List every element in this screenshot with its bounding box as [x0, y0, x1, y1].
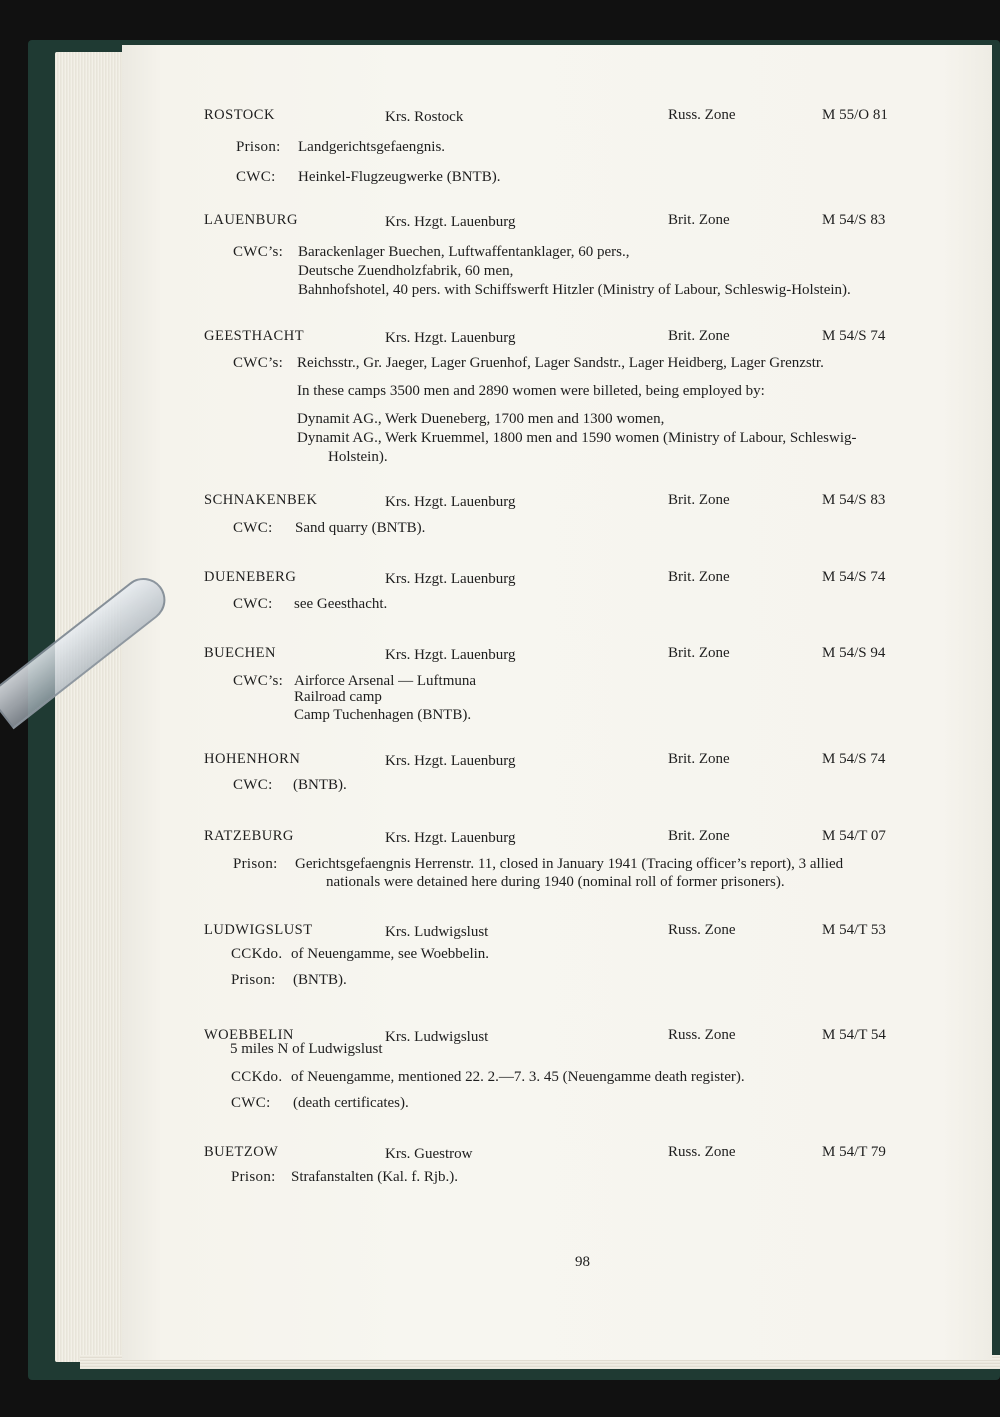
entry-line-label: CWC’s:: [233, 355, 284, 371]
entry-line-label: CWC’s:: [233, 673, 284, 689]
page-number: 98: [575, 1254, 590, 1270]
entry-district: Krs. Hzgt. Lauenburg: [385, 647, 516, 663]
entry-line-label: Prison:: [231, 972, 276, 988]
entry-zone: Brit. Zone: [668, 751, 730, 767]
entry-line-text: Bahnhofshotel, 40 pers. with Schiffswerft Hitzler (Ministry of Labour, Schleswig-Holstein).: [298, 282, 851, 298]
entry-zone: Russ. Zone: [668, 1027, 736, 1043]
entry-map-ref: M 54/S 83: [822, 212, 886, 228]
entry-district: Krs. Guestrow: [385, 1146, 473, 1162]
entry-place: SCHNAKENBEK: [204, 492, 318, 508]
entry-district: Krs. Hzgt. Lauenburg: [385, 214, 516, 230]
entry-line-text: Landgerichtsgefaengnis.: [298, 139, 446, 155]
entry-map-ref: M 54/S 94: [822, 645, 886, 661]
entry-place: LAUENBURG: [204, 212, 298, 228]
entry-line-label: CCKdo.: [231, 1069, 283, 1085]
entry-line-label: CWC:: [233, 777, 273, 793]
entry-line-text: Camp Tuchenhagen (BNTB).: [294, 707, 472, 723]
entry-line-text: of Neuengamme, mentioned 22. 2.—7. 3. 45 (Neuengamme death register).: [291, 1069, 745, 1085]
entry-zone: Brit. Zone: [668, 569, 730, 585]
entry-line-label: Prison:: [231, 1169, 276, 1185]
entry-line-text: Holstein).: [328, 449, 388, 465]
entry-zone: Brit. Zone: [668, 492, 730, 508]
entry-line-label: Prison:: [236, 139, 281, 155]
entry-line-text: Airforce Arsenal — Luftmuna: [294, 673, 477, 689]
entry-place: LUDWIGSLUST: [204, 922, 313, 938]
entry-zone: Brit. Zone: [668, 645, 730, 661]
entry-place: WOEBBELIN: [204, 1027, 294, 1043]
entry-map-ref: M 54/T 54: [822, 1027, 886, 1043]
entry-line-text: (BNTB).: [293, 972, 347, 988]
entry-line-label: CWC:: [231, 1095, 271, 1111]
entry-line-text: nationals were detained here during 1940 (nominal roll of former prisoners).: [326, 874, 785, 890]
entry-map-ref: M 54/T 07: [822, 828, 886, 844]
entry-place: RATZEBURG: [204, 828, 294, 844]
entry-line-label: CWC:: [233, 596, 273, 612]
entry-map-ref: M 54/T 53: [822, 922, 886, 938]
entry-line-label: CCKdo.: [231, 946, 283, 962]
page-edges: [55, 52, 125, 1362]
entry-line-text: Heinkel-Flugzeugwerke (BNTB).: [298, 169, 501, 185]
entry-zone: Russ. Zone: [668, 922, 736, 938]
entry-district: Krs. Hzgt. Lauenburg: [385, 753, 516, 769]
entry-place: DUENEBERG: [204, 569, 297, 585]
entry-line-text: In these camps 3500 men and 2890 women were billeted, being employed by:: [297, 383, 765, 399]
entry-line-text: Deutsche Zuendholzfabrik, 60 men,: [298, 263, 514, 279]
entry-line-label: CWC’s:: [233, 244, 284, 260]
entry-line-text: Dynamit AG., Werk Kruemmel, 1800 men and 1590 women (Ministry of Labour, Schleswig-: [297, 430, 857, 446]
entry-line-text: (BNTB).: [293, 777, 347, 793]
entry-line-label: CWC:: [233, 520, 273, 536]
entry-district: Krs. Hzgt. Lauenburg: [385, 494, 516, 510]
entry-line-text: Dynamit AG., Werk Dueneberg, 1700 men and 1300 women,: [297, 411, 665, 427]
entry-map-ref: M 54/S 74: [822, 328, 886, 344]
entry-map-ref: M 54/S 83: [822, 492, 886, 508]
entry-line-text: Railroad camp: [294, 689, 382, 705]
book-page: [122, 45, 992, 1360]
entry-zone: Brit. Zone: [668, 328, 730, 344]
entry-district: Krs. Ludwigslust: [385, 1029, 489, 1045]
entry-line-text: Sand quarry (BNTB).: [295, 520, 426, 536]
entry-district: Krs. Rostock: [385, 109, 464, 125]
entry-place: BUECHEN: [204, 645, 276, 661]
entry-place: ROSTOCK: [204, 107, 275, 123]
entry-line-label: CWC:: [236, 169, 276, 185]
entry-map-ref: M 54/S 74: [822, 569, 886, 585]
entry-place: GEESTHACHT: [204, 328, 305, 344]
entry-line-text: Reichsstr., Gr. Jaeger, Lager Gruenhof, Lager Sandstr., Lager Heidberg, Lager Grenzstr.: [297, 355, 824, 371]
entry-line-text: 5 miles N of Ludwigslust: [230, 1041, 383, 1057]
entry-line-text: see Geesthacht.: [294, 596, 388, 612]
entry-map-ref: M 55/O 81: [822, 107, 888, 123]
entry-line-text: of Neuengamme, see Woebbelin.: [291, 946, 490, 962]
entry-zone: Brit. Zone: [668, 828, 730, 844]
entry-line-text: (death certificates).: [293, 1095, 409, 1111]
entry-district: Krs. Ludwigslust: [385, 924, 489, 940]
entry-map-ref: M 54/S 74: [822, 751, 886, 767]
entry-zone: Russ. Zone: [668, 107, 736, 123]
entry-line-text: Strafanstalten (Kal. f. Rjb.).: [291, 1169, 459, 1185]
entry-district: Krs. Hzgt. Lauenburg: [385, 330, 516, 346]
entry-line-text: Gerichtsgefaengnis Herrenstr. 11, closed in January 1941 (Tracing officer’s report), 3 allied: [295, 856, 844, 872]
entry-district: Krs. Hzgt. Lauenburg: [385, 571, 516, 587]
entry-place: BUETZOW: [204, 1144, 279, 1160]
entry-place: HOHENHORN: [204, 751, 301, 767]
entry-line-label: Prison:: [233, 856, 278, 872]
entry-district: Krs. Hzgt. Lauenburg: [385, 830, 516, 846]
entry-zone: Russ. Zone: [668, 1144, 736, 1160]
entry-map-ref: M 54/T 79: [822, 1144, 886, 1160]
entry-line-text: Barackenlager Buechen, Luftwaffentanklager, 60 pers.,: [298, 244, 630, 260]
entry-zone: Brit. Zone: [668, 212, 730, 228]
